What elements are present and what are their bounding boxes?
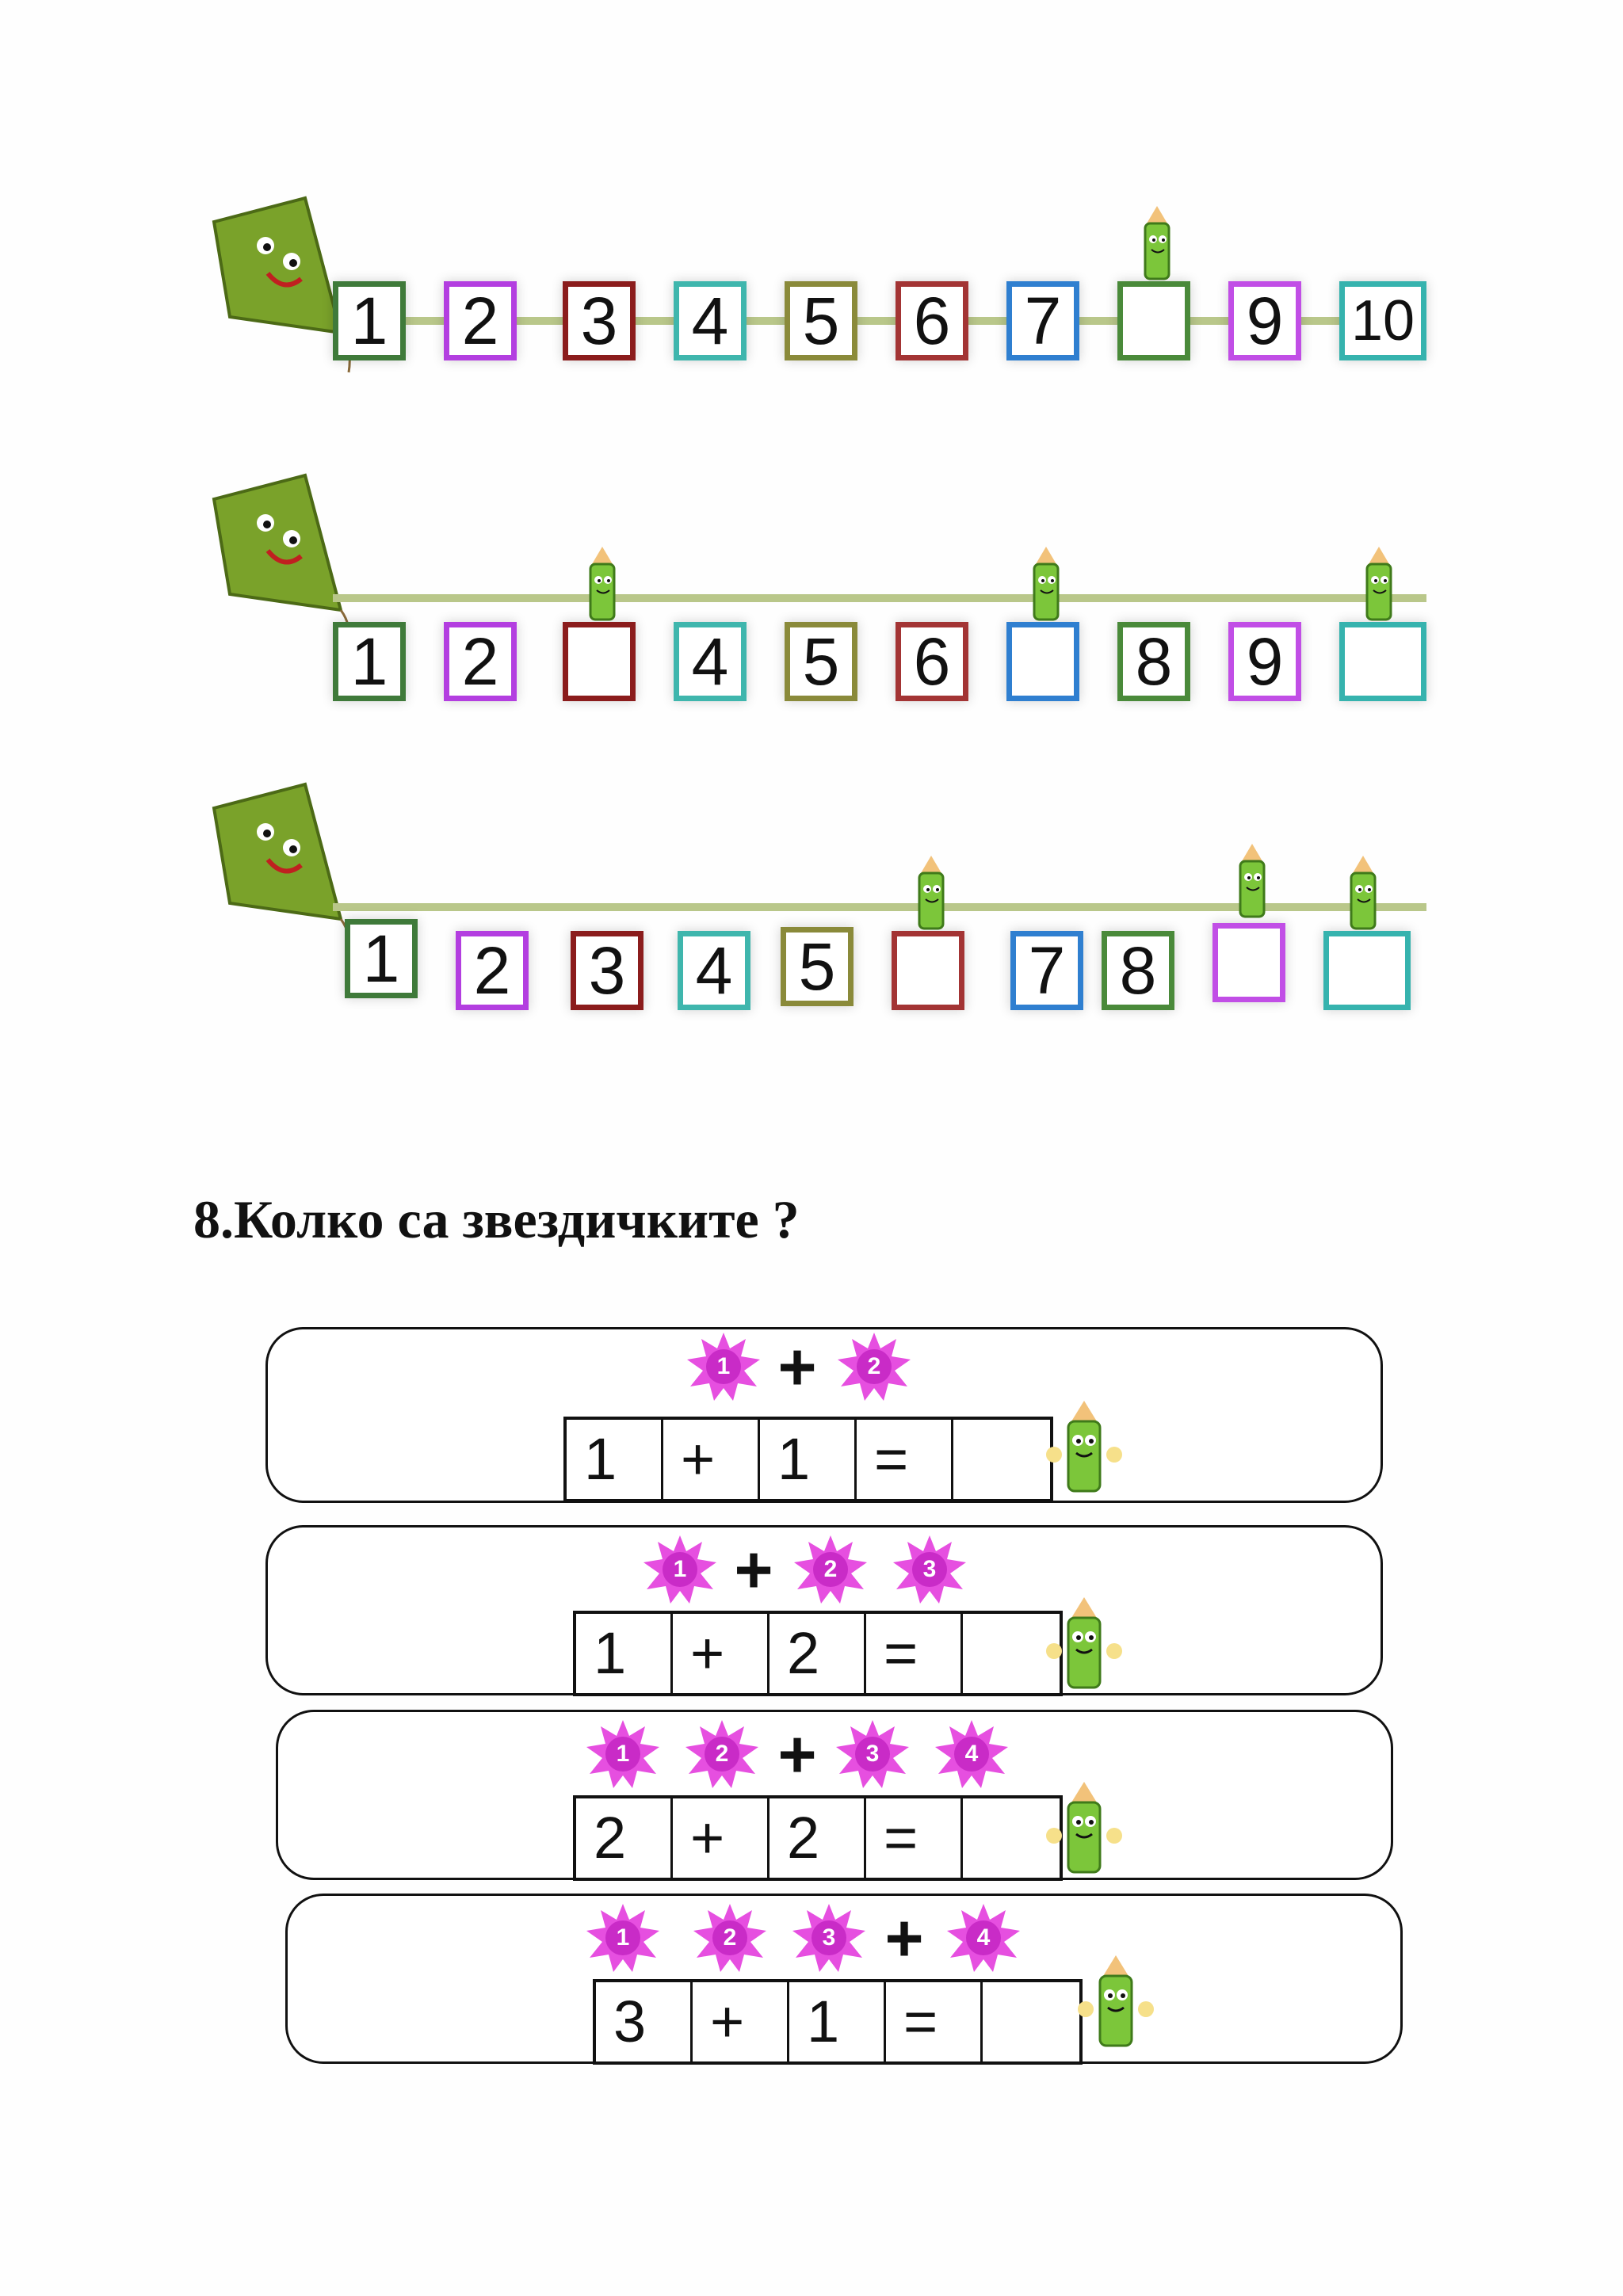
- number-box: 8: [1117, 622, 1190, 701]
- number-box: 9: [1228, 281, 1301, 360]
- plus-sign-icon: +: [777, 1717, 817, 1791]
- pencil-mascot-icon: [1018, 547, 1074, 626]
- number-box: 1: [345, 919, 418, 998]
- star-number: 3: [922, 1556, 937, 1582]
- star-number: 2: [715, 1741, 729, 1767]
- equation-cell: +: [673, 1614, 769, 1693]
- star-number: 2: [823, 1556, 838, 1582]
- pencil-mascot-icon: [1037, 1401, 1132, 1496]
- number-box: 2: [444, 281, 517, 360]
- star-number: 2: [867, 1353, 881, 1379]
- pencil-mascot-icon: [1224, 844, 1280, 923]
- equation-cell: 2: [769, 1614, 866, 1693]
- number-box: 7: [1006, 281, 1079, 360]
- equation-cell: 2: [576, 1798, 673, 1878]
- plus-sign-icon: +: [734, 1532, 773, 1607]
- equation-cell: +: [663, 1420, 760, 1499]
- equation-cell: +: [693, 1982, 789, 2061]
- star-number: 3: [822, 1924, 836, 1951]
- number-box: 6: [896, 281, 968, 360]
- star-number: 1: [716, 1353, 731, 1379]
- kite-row-2: [190, 467, 1426, 705]
- exercise-frame-1: [265, 1327, 1383, 1503]
- kite-row-3: [190, 776, 1426, 1014]
- equation-cell: 2: [769, 1798, 866, 1878]
- pencil-mascot-icon: [1351, 547, 1407, 626]
- number-box: 10: [1339, 281, 1426, 360]
- star-icon: [640, 1534, 720, 1605]
- number-box: 5: [785, 281, 857, 360]
- pencil-mascot-icon: [1129, 206, 1185, 285]
- number-box: 4: [674, 622, 747, 701]
- number-box: 9: [1228, 622, 1301, 701]
- equation-cell: =: [866, 1798, 963, 1878]
- blank-number-box[interactable]: [1006, 622, 1079, 701]
- star-icon: [583, 1718, 663, 1790]
- kite-icon: [190, 776, 365, 982]
- equation-cell: =: [886, 1982, 983, 2061]
- number-box: 2: [456, 931, 529, 1010]
- pencil-mascot-icon: [1037, 1597, 1132, 1692]
- star-icon: [791, 1534, 870, 1605]
- kite-string: [333, 594, 1426, 602]
- exercise-frame-3: [276, 1710, 1393, 1880]
- equation-cell: +: [673, 1798, 769, 1878]
- answer-cell[interactable]: [983, 1982, 1079, 2061]
- equation-cell: 1: [789, 1982, 886, 2061]
- pencil-mascot-icon: [1335, 856, 1391, 935]
- number-box: 1: [333, 281, 406, 360]
- number-box: 5: [785, 622, 857, 701]
- number-box: 6: [896, 622, 968, 701]
- star-number: 2: [723, 1924, 737, 1951]
- equation-cell: =: [857, 1420, 953, 1499]
- star-number: 1: [616, 1924, 630, 1951]
- equation-table: [593, 1979, 1083, 2065]
- blank-number-box[interactable]: [1339, 622, 1426, 701]
- star-icon: [789, 1902, 869, 1974]
- plus-sign-icon: +: [884, 1901, 924, 1975]
- star-icon: [684, 1331, 763, 1402]
- exercise-frame-2: [265, 1525, 1383, 1695]
- star-icon: [690, 1902, 769, 1974]
- number-box: 4: [674, 281, 747, 360]
- star-number: 3: [865, 1741, 880, 1767]
- pencil-mascot-icon: [1068, 1955, 1163, 2050]
- star-number: 1: [616, 1741, 630, 1767]
- star-group: [640, 1534, 1005, 1605]
- equation-table: [573, 1611, 1063, 1696]
- equation-cell: 1: [567, 1420, 663, 1499]
- equation-table: [573, 1795, 1063, 1881]
- star-group: [583, 1718, 1027, 1790]
- blank-number-box[interactable]: [892, 931, 964, 1010]
- number-box: 5: [781, 927, 854, 1006]
- blank-number-box[interactable]: [1212, 923, 1285, 1002]
- star-icon: [583, 1902, 663, 1974]
- pencil-mascot-icon: [1037, 1782, 1132, 1877]
- task-heading: 8.Колко са звездичките ?: [193, 1189, 800, 1249]
- star-icon: [834, 1331, 914, 1402]
- number-box: 1: [333, 622, 406, 701]
- pencil-mascot-icon: [575, 547, 630, 626]
- plus-sign-icon: +: [777, 1329, 817, 1404]
- equation-cell: 3: [596, 1982, 693, 2061]
- equation-cell: 1: [760, 1420, 857, 1499]
- number-box: 3: [563, 281, 636, 360]
- number-box: 2: [444, 622, 517, 701]
- exercise-frame-4: [285, 1894, 1403, 2064]
- blank-number-box[interactable]: [1323, 931, 1411, 1010]
- number-box: 8: [1102, 931, 1174, 1010]
- star-group: [583, 1902, 1059, 1974]
- answer-cell[interactable]: [953, 1420, 1050, 1499]
- star-icon: [833, 1718, 912, 1790]
- blank-number-box[interactable]: [1117, 281, 1190, 360]
- blank-number-box[interactable]: [563, 622, 636, 701]
- star-number: 4: [976, 1924, 991, 1951]
- star-icon: [682, 1718, 762, 1790]
- star-group: [684, 1331, 938, 1402]
- kite-row-1: [190, 190, 1426, 428]
- star-icon: [890, 1534, 969, 1605]
- star-icon: [944, 1902, 1023, 1974]
- equation-cell: 1: [576, 1614, 673, 1693]
- equation-table: [563, 1417, 1053, 1502]
- star-number: 1: [673, 1556, 687, 1582]
- number-box: 4: [678, 931, 750, 1010]
- pencil-mascot-icon: [903, 856, 959, 935]
- equation-cell: =: [866, 1614, 963, 1693]
- number-box: 3: [571, 931, 643, 1010]
- number-box: 7: [1010, 931, 1083, 1010]
- star-icon: [932, 1718, 1011, 1790]
- star-number: 4: [964, 1741, 979, 1767]
